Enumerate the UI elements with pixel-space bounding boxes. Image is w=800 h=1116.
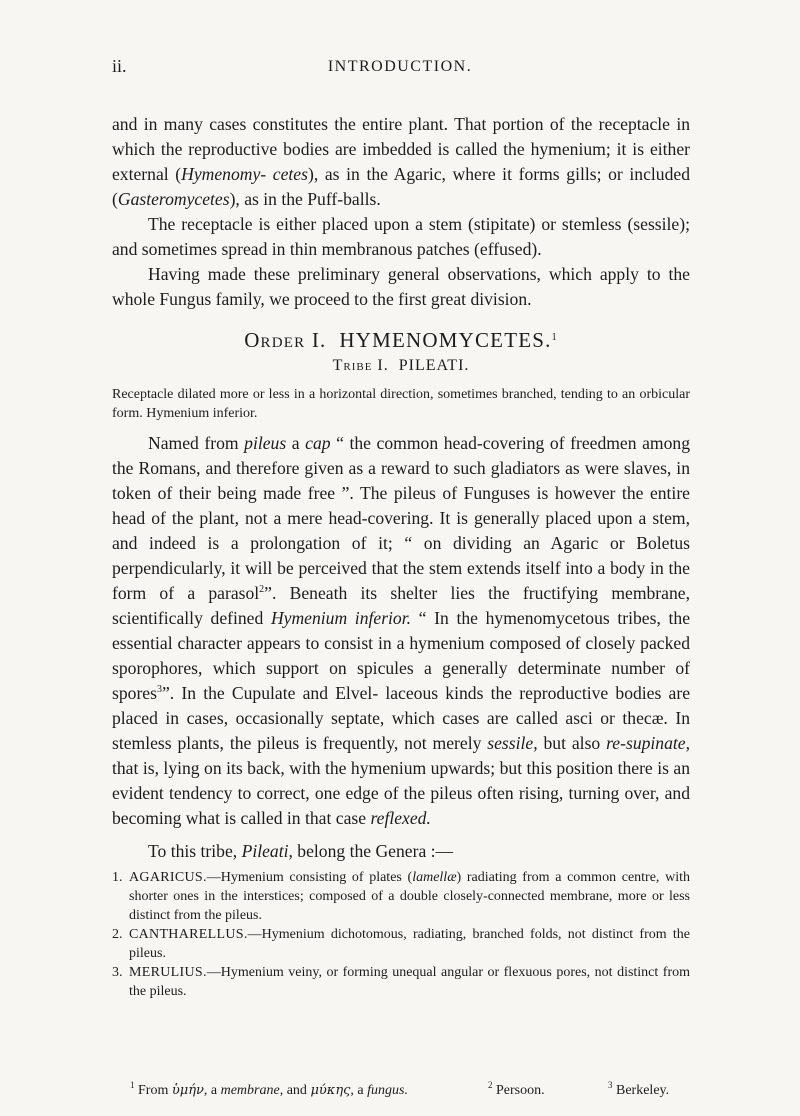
genera-list	[112, 868, 690, 1001]
footnotes	[130, 1080, 690, 1103]
paragraph-hymenium: and in many cases constitutes the entire plant. That portion of the receptacle in which the reproductive bodies are imbedded is called the hymenium; it is either external (Hymenomy- cetes), as in the Agaric, where it forms gills; or included (Gasteromycetes), as in the Puff-balls.	[112, 114, 690, 209]
paragraph-genera-intro: To this tribe, Pileati, belong the Genera :—	[148, 841, 454, 861]
page-number: ii.	[112, 56, 127, 76]
running-head: INTRODUCTION.	[327, 58, 473, 75]
footnote-2: $^2$ Persoon.	[488, 1080, 545, 1098]
footnote-ref-3: 3	[156, 684, 162, 695]
page-header	[112, 56, 688, 82]
footnote-1: $^1$ From ὑμήν, a membrane, and μύκης, a fungus.	[130, 1080, 408, 1098]
genus-item: 3. MERULIUS.—Hymenium veiny, or forming unequal angular or flexuous pores, not distinct from the pileus.	[112, 965, 690, 999]
paragraph-preliminary: Having made these preliminary general observations, which apply to the whole Fungus family, we proceed to the first great division.	[112, 264, 690, 309]
genus-item: 1. AGARICUS.—Hymenium consisting of plates (lamellæ) radiating from a common centre, with shorter ones in the interstices; composed of a double closely-connected membrane, more or less distinct from the pileus.	[112, 870, 690, 923]
footnote-ref-1: 1	[551, 332, 558, 343]
tribe-description: Receptacle dilated more or less in a horizontal direction, sometimes branched, tending to an orbicular form. Hymenium inferior.	[112, 387, 690, 421]
footnote-3: $^3$ Berkeley.	[608, 1080, 670, 1098]
page-body	[112, 112, 690, 1001]
footnote-ref-2: 2	[259, 584, 265, 595]
genus-item: 2. CANTHARELLUS.—Hymenium dichotomous, radiating, branched folds, not distinct from the pileus.	[112, 927, 690, 961]
order-heading: Order I. HYMENOMYCETES.$^1$	[244, 328, 558, 352]
paragraph-receptacle: The receptacle is either placed upon a stem (stipitate) or stemless (sessile); and sometimes spread in thin membranous patches (effused).	[112, 214, 690, 259]
tribe-heading: Tribe I. PILEATI.	[332, 357, 470, 374]
paragraph-pileus: Named from pileus a cap “ the common head-covering of freedmen among the Romans, and therefore given as a reward to such gladiators as were slaves, in token of their being made free ”. The pileus of Funguses is however the entire head of the plant, not a mere head-covering. It is generally placed upon a stem, and indeed is a prolongation of it; “ on dividing an Agaric or Boletus perpendicularly, it will be perceived that the stem extends itself into a body in the form of a parasol$^2$”. Beneath its shelter lies the fructifying membrane, scientifically defined Hymenium inferior. “ In the hymenomycetous tribes, the essential character appears to consist in a hymenium composed of closely packed sporophores, which support on spicules a generally determinate number of spores$^3$”. In the Cupulate and Elvel- laceous kinds the reproductive bodies are placed in cases, occasionally septate, which cases are called asci or thecæ. In stemless plants, the pileus is frequently, not merely sessile, but also re-supinate, that is, lying on its back, with the hymenium upwards; but this position there is an evident tendency to correct, one edge of the pileus often rising, turning over, and becoming what is called in that case reflexed.	[112, 433, 691, 828]
